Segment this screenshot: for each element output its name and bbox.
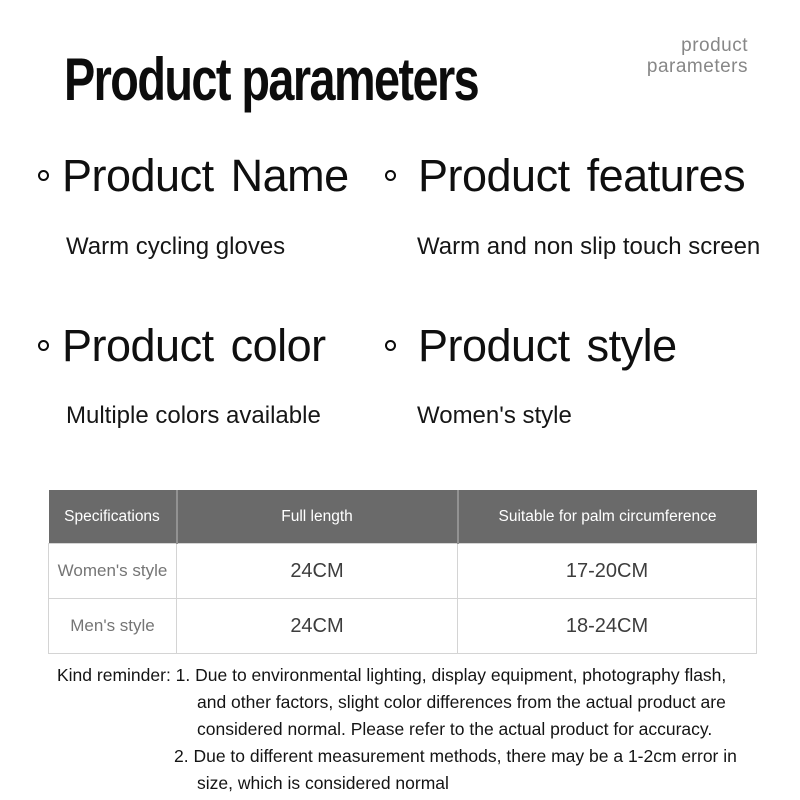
- cell-palm-circumference: 17-20CM: [458, 544, 757, 599]
- section-product-features: [385, 150, 746, 201]
- table-row-mens-style: [49, 599, 757, 654]
- reminder-line: and other factors, slight color differences from the actual product are: [197, 692, 726, 712]
- cell-full-length: 24CM: [177, 599, 458, 654]
- reminder-line: 2. Due to different measurement methods, there may be a 1-2cm error in: [174, 746, 737, 766]
- section-product-style: [385, 320, 677, 371]
- reminder-line: Kind reminder: 1. Due to environmental lighting, display equipment, photography flash,: [57, 665, 727, 685]
- section-product-name: [38, 150, 349, 201]
- section-heading-product-name: Product Name: [62, 150, 349, 201]
- specifications-table: [48, 490, 757, 654]
- section-value-product-color: Multiple colors available: [66, 402, 321, 429]
- section-heading-product-features: Product features: [418, 150, 746, 201]
- cell-full-length: 24CM: [177, 544, 458, 599]
- section-value-product-name: Warm cycling gloves: [66, 233, 286, 260]
- reminder-line: size, which is considered normal: [197, 773, 449, 793]
- section-value-product-features: Warm and non slip touch screen: [417, 233, 761, 260]
- kind-reminder: [57, 662, 737, 797]
- circle-bullet-icon: [38, 340, 49, 351]
- row-label: Men's style: [49, 599, 177, 654]
- watermark-line-1: product: [681, 35, 748, 56]
- page-title: Product parameters: [64, 46, 479, 113]
- table-header-full-length: Full length: [177, 490, 458, 544]
- section-value-product-style: Women's style: [417, 402, 572, 429]
- reminder-line: considered normal. Please refer to the actual product for accuracy.: [197, 719, 713, 739]
- row-label: Women's style: [49, 544, 177, 599]
- table-header-row: [49, 490, 757, 544]
- watermark: [647, 35, 748, 77]
- watermark-line-2: parameters: [646, 56, 748, 77]
- table-header-palm-circumference: Suitable for palm circumference: [458, 490, 757, 544]
- circle-bullet-icon: [385, 340, 396, 351]
- table-row-womens-style: [49, 544, 757, 599]
- section-product-color: [38, 320, 326, 371]
- circle-bullet-icon: [385, 170, 396, 181]
- table-header-specifications: Specifications: [49, 490, 177, 544]
- cell-palm-circumference: 18-24CM: [458, 599, 757, 654]
- section-heading-product-style: Product style: [418, 320, 677, 371]
- section-heading-product-color: Product color: [62, 320, 326, 371]
- circle-bullet-icon: [38, 170, 49, 181]
